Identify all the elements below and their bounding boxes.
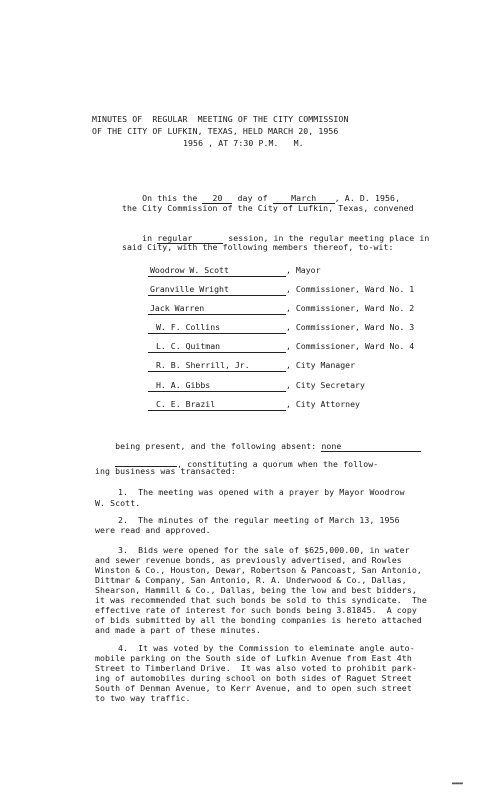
item-3-line: effective rate of interest for such bonds being 3.81845. A copy (95, 605, 417, 615)
member-name: R. B. Sherrill, Jr. (156, 360, 250, 370)
header-line-1: MINUTES OF REGULAR MEETING OF THE CITY COMMISSION (92, 114, 349, 124)
item-3-line: of bids submitted by all the bonding companies is hereto attached (95, 615, 422, 625)
item-3-line: Dittmar & Company, San Antonio, R. A. Underwood & Co., Dallas, (95, 575, 407, 585)
item-4-line: 4. It was voted by the Commission to eleminate angle auto- (118, 643, 415, 653)
intro-text-b: day of (237, 193, 268, 203)
session-type: regular (157, 233, 223, 244)
member-name: Granville Wright (150, 284, 229, 294)
member-name: L. C. Quitman (156, 341, 221, 351)
header-line-2: OF THE CITY OF LUFKIN, TEXAS, HELD MARCH 20, 1956 (92, 126, 339, 136)
member-name-line (148, 314, 286, 315)
attendance-text: being present, and the following absent: (115, 441, 317, 451)
member-name-line (148, 410, 286, 411)
member-title: , City Manager (286, 360, 356, 370)
item-3-line: and sewer revenue bonds, as previously advertised, and Rowles (95, 555, 402, 565)
member-title: , Mayor (286, 265, 321, 275)
member-name-line (148, 276, 286, 277)
item-4-line: Street to Timberland Drive. It was also voted to prohibit park- (95, 663, 417, 673)
intro-text-a: On this the (142, 193, 198, 203)
quorum-text: , constituting a quorum when the follow- (177, 459, 379, 469)
member-title: , City Attorney (286, 399, 360, 409)
item-3-line: 3. Bids were opened for the sale of $625,000.00, in water (118, 545, 410, 555)
item-2-line-1: 2. The minutes of the regular meeting of March 13, 1956 (118, 515, 400, 525)
member-title: , Commissioner, Ward No. 2 (286, 303, 415, 313)
intro-text-session: session, in the regular meeting place in (228, 233, 430, 243)
item-1-line-1: 1. The meeting was opened with a prayer by Mayor Woodrow (118, 487, 405, 497)
page-corner-mark: ▬▬▬ (452, 780, 463, 787)
item-4-line: mobile parking on the South side of Lufkin Avenue from East 4th (95, 653, 412, 663)
attendance-line-3: ing business was transacted: (95, 466, 236, 476)
member-title: , Commissioner, Ward No. 3 (286, 322, 415, 332)
member-name: Woodrow W. Scott (150, 265, 229, 275)
meeting-month: March (273, 193, 335, 204)
item-3-line: and made a part of these minutes. (95, 625, 261, 635)
intro-text-c: , A. D. 1956, (334, 193, 401, 203)
intro-line-2: the City Commission of the City of Lufkin, Texas, convened (122, 203, 414, 213)
member-name-line (148, 352, 286, 353)
member-name: H. A. Gibbs (156, 380, 211, 390)
item-4-line: to two way traffic. (95, 693, 191, 703)
item-1-line-2: W. Scott. (95, 498, 141, 508)
member-name: C. E. Brazil (156, 399, 216, 409)
member-name-line (148, 371, 286, 372)
absent-members: none (321, 441, 421, 452)
meeting-day: 20 (202, 193, 232, 204)
item-4-line: South of Denman Avenue, to Kerr Avenue, and to open such street (95, 683, 412, 693)
member-name-line (148, 333, 286, 334)
member-name: W. F. Collins (156, 322, 221, 332)
member-title: , City Secretary (286, 380, 365, 390)
member-name-line (148, 391, 286, 392)
member-name-line (148, 295, 286, 296)
member-title: , Commissioner, Ward No. 1 (286, 284, 415, 294)
item-2-line-2: were read and approved. (95, 525, 211, 535)
intro-text-in: in (142, 233, 153, 243)
item-3-line: Winston & Co., Houston, Dewar, Robertson & Pancoast, San Antonio, (95, 565, 422, 575)
header-line-3: 1956 , AT 7:30 P.M. M. (183, 138, 304, 148)
item-3-line: it was recommended that such bonds be sold to this syndicate. The (95, 595, 427, 605)
intro-line-4: said City, with the following members thereof, to-wit: (122, 242, 394, 252)
member-name: Jack Warren (150, 303, 205, 313)
item-4-line: ing of automobiles during school on both sides of Raguet Street (95, 673, 412, 683)
item-3-line: Shearson, Hammill & Co., Dallas, being the low and best bidders, (95, 585, 417, 595)
member-title: , Commissioner, Ward No. 4 (286, 341, 415, 351)
